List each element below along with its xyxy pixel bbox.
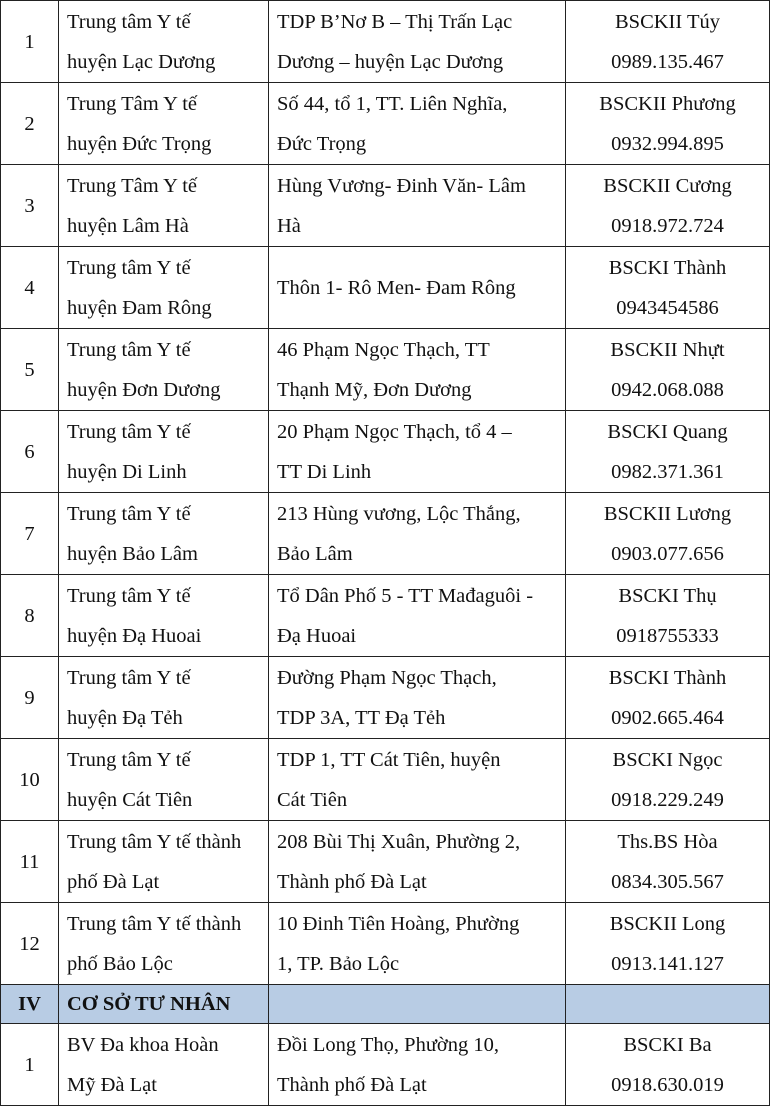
facility-name (59, 903, 269, 985)
facility-address (269, 165, 566, 247)
row-number: 1 (1, 1024, 59, 1106)
facility-contact-line: 0834.305.567 (611, 870, 724, 893)
facility-address-line: 1, TP. Bảo Lộc (277, 952, 400, 975)
facility-address-line: Đường Phạm Ngọc Thạch, (277, 666, 497, 689)
facility-name-line: huyện Cát Tiên (67, 788, 193, 811)
row-number: 7 (1, 493, 59, 575)
table-row (1, 903, 770, 985)
table-row (1, 247, 770, 329)
facility-address-line: TDP 1, TT Cát Tiên, huyện (277, 748, 501, 771)
facility-address-line: Thôn 1- Rô Men- Đam Rông (277, 276, 516, 299)
facility-address (269, 1024, 566, 1106)
facility-name (59, 165, 269, 247)
table-row (1, 739, 770, 821)
facility-address-line: Hà (277, 214, 301, 237)
facility-contact-line: BSCKI Thụ (618, 584, 717, 607)
facility-name (59, 1, 269, 83)
facility-name-line: Trung tâm Y tế (67, 256, 191, 279)
facility-address-line: 46 Phạm Ngọc Thạch, TT (277, 338, 490, 361)
table-row (1, 575, 770, 657)
facility-name-line: huyện Di Linh (67, 460, 187, 483)
facility-contact-line: 0982.371.361 (611, 460, 724, 483)
row-number: 10 (1, 739, 59, 821)
facility-name-line: BV Đa khoa Hoàn (67, 1033, 219, 1056)
facility-contact (566, 657, 770, 739)
facility-name (59, 493, 269, 575)
facility-contact-line: 0913.141.127 (611, 952, 724, 975)
facility-address-line: TDP B’Nơ B – Thị Trấn Lạc (277, 10, 513, 33)
facility-name-line: Trung tâm Y tế thành (67, 912, 242, 935)
table-row (1, 657, 770, 739)
facility-contact (566, 739, 770, 821)
facility-contact-line: BSCKII Long (609, 912, 726, 935)
facility-name-line: Trung tâm Y tế (67, 666, 191, 689)
facility-name-line: huyện Đạ Tẻh (67, 706, 183, 729)
facility-contact-line: BSCKI Ngọc (612, 748, 723, 771)
facility-address (269, 575, 566, 657)
facility-address (269, 657, 566, 739)
row-number: 5 (1, 329, 59, 411)
facility-contact (566, 493, 770, 575)
facility-contact (566, 821, 770, 903)
table-row (1, 1024, 770, 1106)
row-number: 3 (1, 165, 59, 247)
facility-contact (566, 165, 770, 247)
facility-contact-line: 0918.630.019 (611, 1073, 724, 1096)
facility-contact (566, 247, 770, 329)
facility-name (59, 739, 269, 821)
facility-name-line: huyện Lạc Dương (67, 50, 216, 73)
facility-contact-line: 0903.077.656 (611, 542, 724, 565)
facility-contact (566, 903, 770, 985)
facility-contact-line: 0902.665.464 (611, 706, 724, 729)
facility-name-line: Trung Tâm Y tế (67, 174, 198, 197)
row-number: 6 (1, 411, 59, 493)
row-number: 2 (1, 83, 59, 165)
facility-contact-line: 0942.068.088 (611, 378, 724, 401)
facility-name (59, 329, 269, 411)
facility-contact-line: 0918.972.724 (611, 214, 724, 237)
facility-address-line: TDP 3A, TT Đạ Tẻh (277, 706, 446, 729)
facility-contact-line: BSCKI Ba (623, 1033, 712, 1056)
facility-name-line: Trung Tâm Y tế (67, 92, 198, 115)
table-row (1, 1, 770, 83)
facility-name-line: phố Đà Lạt (67, 870, 160, 893)
facility-contact-line: BSCKII Cương (603, 174, 732, 197)
facility-contact-line: BSCKI Thành (608, 666, 727, 689)
table-row (1, 329, 770, 411)
row-number: 12 (1, 903, 59, 985)
facility-name (59, 247, 269, 329)
facility-name (59, 821, 269, 903)
table-row (1, 165, 770, 247)
facility-address-line: 208 Bùi Thị Xuân, Phường 2, (277, 830, 521, 853)
facility-name-line: huyện Đạ Huoai (67, 624, 202, 647)
table-row (1, 821, 770, 903)
facility-name (59, 575, 269, 657)
facility-name-line: phố Bảo Lộc (67, 952, 173, 975)
facility-contact (566, 329, 770, 411)
facility-address (269, 903, 566, 985)
row-number: 4 (1, 247, 59, 329)
facility-address-line: Đức Trọng (277, 132, 367, 155)
facility-name-line: Trung tâm Y tế (67, 748, 191, 771)
facility-name (59, 657, 269, 739)
facility-address-line: Số 44, tổ 1, TT. Liên Nghĩa, (277, 92, 508, 115)
facility-name-line: Trung tâm Y tế (67, 420, 191, 443)
section-header-row (1, 985, 770, 1024)
facility-name-line: huyện Đức Trọng (67, 132, 212, 155)
section-number: IV (1, 985, 59, 1024)
table-row (1, 83, 770, 165)
facility-name-line: huyện Đơn Dương (67, 378, 221, 401)
facility-contact-line: BSCKI Quang (607, 420, 728, 443)
facility-contact (566, 83, 770, 165)
facility-address-line: Tổ Dân Phố 5 - TT Mađaguôi - (277, 584, 534, 607)
facility-contact-line: 0918755333 (616, 624, 719, 647)
facility-name-line: Trung tâm Y tế thành (67, 830, 242, 853)
facility-address (269, 329, 566, 411)
facility-address-line: Bảo Lâm (277, 542, 353, 565)
facility-address-line: 213 Hùng vương, Lộc Thắng, (277, 502, 521, 525)
facility-address-line: Thành phố Đà Lạt (277, 870, 427, 893)
facility-contact-line: BSCKI Thành (608, 256, 727, 279)
facility-address (269, 821, 566, 903)
facility-name-line: huyện Bảo Lâm (67, 542, 198, 565)
table-row (1, 493, 770, 575)
facility-address-line: Dương – huyện Lạc Dương (277, 50, 504, 73)
section-title: CƠ SỞ TƯ NHÂN (59, 985, 269, 1024)
table-row (1, 411, 770, 493)
facility-name-line: huyện Đam Rông (67, 296, 212, 319)
facility-contact-line: Ths.BS Hòa (617, 830, 718, 853)
facility-name-line: Trung tâm Y tế (67, 338, 191, 361)
facility-address (269, 83, 566, 165)
facility-address (269, 1, 566, 83)
section-empty-cell (566, 985, 770, 1024)
facility-contact (566, 411, 770, 493)
facility-contact (566, 1024, 770, 1106)
facility-address (269, 493, 566, 575)
facility-name (59, 1024, 269, 1106)
facility-name-line: Trung tâm Y tế (67, 584, 191, 607)
facility-name-line: Trung tâm Y tế (67, 10, 191, 33)
facility-address (269, 739, 566, 821)
facility-contact-line: BSCKII Lương (603, 502, 732, 525)
facility-contact-line: 0932.994.895 (611, 132, 724, 155)
row-number: 9 (1, 657, 59, 739)
facility-address-line: 20 Phạm Ngọc Thạch, tổ 4 – (277, 420, 512, 443)
facility-address (269, 247, 566, 329)
facility-address-line: Đồi Long Thọ, Phường 10, (277, 1033, 500, 1056)
facility-name (59, 411, 269, 493)
facility-contact (566, 1, 770, 83)
facility-contact-line: 0943454586 (616, 296, 719, 319)
facility-address-line: TT Di Linh (277, 460, 372, 483)
section-empty-cell (269, 985, 566, 1024)
facility-address-line: Thạnh Mỹ, Đơn Dương (277, 378, 472, 401)
facility-contact-line: 0989.135.467 (611, 50, 724, 73)
facility-address-line: Cát Tiên (277, 788, 348, 811)
row-number: 11 (1, 821, 59, 903)
facility-address (269, 411, 566, 493)
facility-address-line: Đạ Huoai (277, 624, 357, 647)
facility-name-line: Mỹ Đà Lạt (67, 1073, 157, 1096)
row-number: 8 (1, 575, 59, 657)
facility-address-line: Thành phố Đà Lạt (277, 1073, 427, 1096)
facility-address-line: 10 Đinh Tiên Hoàng, Phường (277, 912, 520, 935)
facility-contact-line: BSCKII Túy (615, 10, 720, 33)
facility-name-line: huyện Lâm Hà (67, 214, 189, 237)
facility-contact-line: BSCKII Phương (599, 92, 736, 115)
facility-address-line: Hùng Vương- Đinh Văn- Lâm (277, 174, 526, 197)
facility-contact (566, 575, 770, 657)
facility-name (59, 83, 269, 165)
facility-contact-line: 0918.229.249 (611, 788, 724, 811)
facility-name-line: Trung tâm Y tế (67, 502, 191, 525)
row-number: 1 (1, 1, 59, 83)
facility-contact-line: BSCKII Nhựt (610, 338, 725, 361)
